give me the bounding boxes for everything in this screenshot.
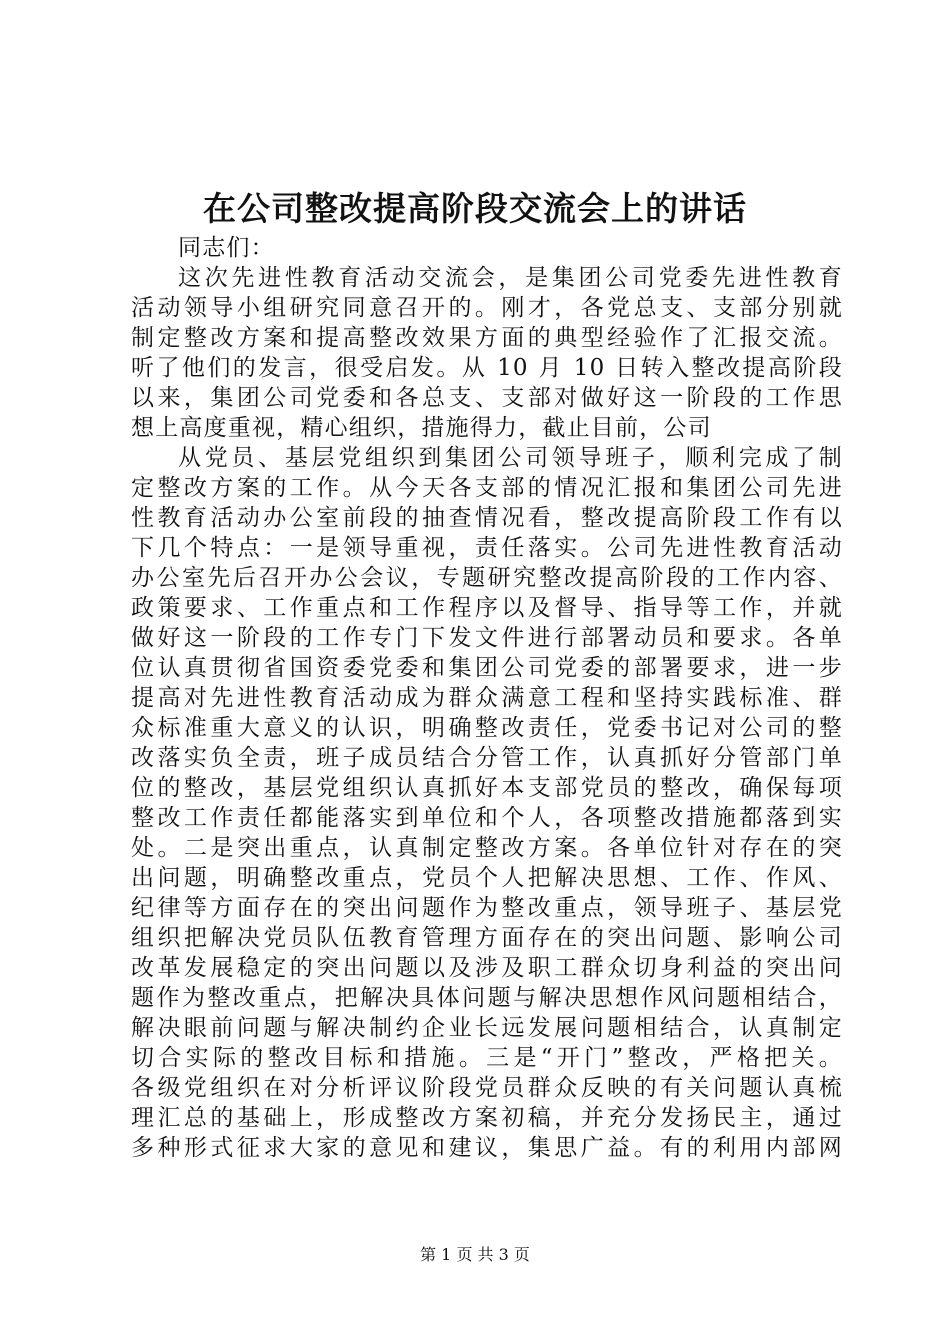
paragraph-line: 出问题，明确整改重点，党员个人把解决思想、工作、作风、 bbox=[131, 865, 843, 891]
paragraph-line: 切合实际的整改目标和措施。三是“开门”整改，严格把关。 bbox=[131, 1045, 843, 1071]
document-title: 在公司整改提高阶段交流会上的讲话 bbox=[203, 189, 747, 228]
paragraph-line: 改落实负全责，班子成员结合分管工作，认真抓好分管部门单 bbox=[131, 745, 843, 771]
paragraph-line: 解决眼前问题与解决制约企业长远发展问题相结合，认真制定 bbox=[131, 1015, 843, 1041]
salutation: 同志们： bbox=[178, 235, 275, 261]
paragraph-line: 以来，集团公司党委和各总支、支部对做好这一阶段的工作思 bbox=[131, 385, 843, 411]
paragraph-line: 题作为整改重点，把解决具体问题与解决思想作风问题相结合， bbox=[131, 985, 843, 1011]
paragraph-line: 理汇总的基础上，形成整改方案初稿，并充分发扬民主，通过 bbox=[131, 1105, 843, 1131]
paragraph-line: 制定整改方案和提高整改效果方面的典型经验作了汇报交流。 bbox=[131, 325, 843, 351]
paragraph-line: 定整改方案的工作。从今天各支部的情况汇报和集团公司先进 bbox=[131, 475, 843, 501]
paragraph-line: 各级党组织在对分析评议阶段党员群众反映的有关问题认真梳 bbox=[131, 1075, 843, 1101]
paragraph-line: 政策要求、工作重点和工作程序以及督导、指导等工作，并就 bbox=[131, 595, 843, 621]
paragraph-line: 听了他们的发言，很受启发。从 10 月 10 日转入整改提高阶段 bbox=[131, 355, 843, 381]
paragraph-line: 众标准重大意义的认识，明确整改责任，党委书记对公司的整 bbox=[131, 715, 843, 741]
paragraphs-container bbox=[131, 263, 843, 1163]
paragraph-line: 从党员、基层党组织到集团公司领导班子，顺利完成了制 bbox=[178, 445, 843, 471]
paragraph-line: 办公室先后召开办公会议，专题研究整改提高阶段的工作内容、 bbox=[131, 565, 843, 591]
paragraph-line: 位认真贯彻省国资委党委和集团公司党委的部署要求，进一步 bbox=[131, 655, 843, 681]
paragraph-line: 提高对先进性教育活动成为群众满意工程和坚持实践标准、群 bbox=[131, 685, 843, 711]
paragraph-line: 多种形式征求大家的意见和建议，集思广益。有的利用内部网 bbox=[131, 1135, 843, 1161]
paragraph-line: 位的整改，基层党组织认真抓好本支部党员的整改，确保每项 bbox=[131, 775, 843, 801]
paragraph-line: 整改工作责任都能落实到单位和个人，各项整改措施都落到实 bbox=[131, 805, 843, 831]
paragraph-line: 改革发展稳定的突出问题以及涉及职工群众切身利益的突出问 bbox=[131, 955, 843, 981]
paragraph-line: 处。二是突出重点，认真制定整改方案。各单位针对存在的突 bbox=[131, 835, 843, 861]
page-footer: 第 1 页 共 3 页 bbox=[420, 1245, 530, 1264]
paragraph-line: 这次先进性教育活动交流会，是集团公司党委先进性教育 bbox=[178, 265, 843, 291]
paragraph-line: 活动领导小组研究同意召开的。刚才，各党总支、支部分别就 bbox=[131, 295, 843, 321]
paragraph bbox=[131, 263, 843, 443]
paragraph-line: 性教育活动办公室前段的抽查情况看，整改提高阶段工作有以 bbox=[131, 505, 843, 531]
paragraph-line: 纪律等方面存在的突出问题作为整改重点，领导班子、基层党 bbox=[131, 895, 843, 921]
document-body bbox=[131, 233, 843, 1163]
paragraph-line: 想上高度重视，精心组织，措施得力，截止目前，公司 bbox=[131, 415, 712, 441]
paragraph-line: 下几个特点：一是领导重视，责任落实。公司先进性教育活动 bbox=[131, 535, 843, 561]
paragraph bbox=[131, 443, 843, 1163]
paragraph-line: 做好这一阶段的工作专门下发文件进行部署动员和要求。各单 bbox=[131, 625, 843, 651]
paragraph-line: 组织把解决党员队伍教育管理方面存在的突出问题、影响公司 bbox=[131, 925, 843, 951]
